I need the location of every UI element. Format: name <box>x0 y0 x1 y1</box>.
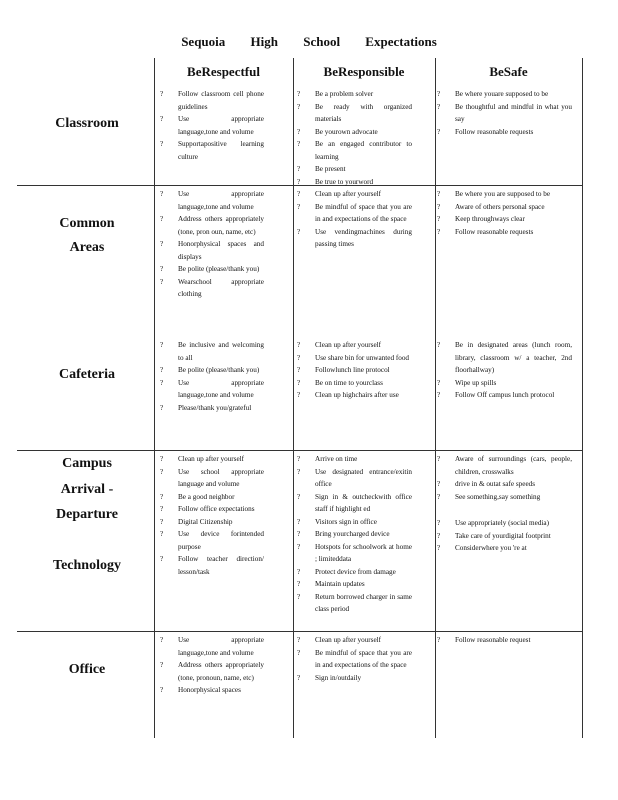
list-item: ? Arrive on time <box>297 453 412 466</box>
list-item: ? Follow office expectations <box>160 503 264 516</box>
cell-office-respectful <box>160 634 264 697</box>
list-item: ? Be in designated areas (lunch room, library, classroom w/ a teacher, 2nd floorhallway) <box>437 339 572 377</box>
row-label-classroom <box>17 112 157 136</box>
list-item: ? See something,say something <box>437 491 572 504</box>
list-item: ? Keep throughways clear <box>437 213 572 226</box>
list-item: ? Return borrowed charger in same class period <box>297 591 412 616</box>
row-label-line: Classroom <box>55 116 119 131</box>
list-item: ? Use device forintended purpose <box>160 528 264 553</box>
row-label-cafeteria <box>17 363 157 387</box>
header-respectful: BeRespectful <box>187 64 260 79</box>
list-item: ? Be present <box>297 163 412 176</box>
list-item: ? Please/thank you/grateful <box>160 402 264 415</box>
column-divider <box>582 58 583 738</box>
cell-cafeteria-safe <box>437 339 572 402</box>
cell-office-safe <box>437 634 572 647</box>
column-divider <box>154 58 155 738</box>
list-item: ? Hotspots for schoolwork at home ; limiteddata <box>297 541 412 566</box>
list-item: ? Protect device from damage <box>297 566 412 579</box>
list-item: ? Honorphysical spaces and displays <box>160 238 264 263</box>
list-item: ? Aware of others personal space <box>437 201 572 214</box>
list-item: ? Be where youare supposed to be <box>437 88 572 101</box>
list-item: ? Be polite (please/thank you) <box>160 364 264 377</box>
list-item: ? Follow classroom cell phone guidelines <box>160 88 264 113</box>
list-item: ? Wipe up spills <box>437 377 572 390</box>
list-item: ? Use appropriate language,tone and volume <box>160 188 264 213</box>
list-item: ? Wearschool appropriate clothing <box>160 276 264 301</box>
cell-common-areas-respectful <box>160 188 264 301</box>
cell-classroom-responsible <box>297 88 412 188</box>
list-item: ? Be mindful of space that you are in and expectations of the space <box>297 201 412 226</box>
list-item: ? Clean up after yourself <box>297 188 412 201</box>
list-item: ? Follow reasonable requests <box>437 126 572 139</box>
list-item: ? Follow reasonable request <box>437 634 572 647</box>
list-item: ? Aware of surroundings (cars, people, children, crosswalks <box>437 453 572 478</box>
list-item: ? Follow Off campus lunch protocol <box>437 389 572 402</box>
list-item: ? Honorphysical spaces <box>160 684 264 697</box>
list-item: ? Sign in/outdaily <box>297 672 412 685</box>
column-divider <box>435 58 436 738</box>
list-item: ? Maintain updates <box>297 578 412 591</box>
list-item: ? Use vendingmachines during passing times <box>297 226 412 251</box>
row-label-line: Campus <box>62 456 112 471</box>
list-item: ? Be on time to yourclass <box>297 377 412 390</box>
list-item: ? Be a good neighbor <box>160 491 264 504</box>
list-item: ? Clean up after yourself <box>297 634 412 647</box>
list-item: ? Use designated entrance/exitin office <box>297 466 412 491</box>
cell-classroom-respectful <box>160 88 264 163</box>
list-item: ? Use appropriate language,tone and volume <box>160 377 264 402</box>
list-item: ? Be ready with organized materials <box>297 101 412 126</box>
list-item: ? Be inclusive and welcoming to all <box>160 339 264 364</box>
list-item: ? Be a problem solver <box>297 88 412 101</box>
row-label-line: Cafeteria <box>59 367 115 382</box>
cell-office-responsible <box>297 634 412 684</box>
list-item: ? Clean up after yourself <box>297 339 412 352</box>
list-item: ? Use appropriately (social media) <box>437 517 572 530</box>
list-item: ? Be true to yourword <box>297 176 412 189</box>
list-item: ? Clean up highchairs after use <box>297 389 412 402</box>
row-divider <box>17 631 582 632</box>
list-item: ? Follow reasonable requests <box>437 226 572 239</box>
row-label-line: Arrival - <box>60 481 114 497</box>
list-item: ? Considerwhere you 're at <box>437 542 572 555</box>
header-safe: BeSafe <box>489 64 528 79</box>
list-item: ? Clean up after yourself <box>160 453 264 466</box>
list-item: ? Be thoughtful and mindful in what you say <box>437 101 572 126</box>
cell-cafeteria-respectful <box>160 339 264 414</box>
list-item: ? Be an engaged contributor to learning <box>297 138 412 163</box>
list-item: ? Be mindful of space that you are in and expectations of the space <box>297 647 412 672</box>
list-item: ? Use appropriate language,tone and volume <box>160 634 264 659</box>
cell-common-areas-safe <box>437 188 572 238</box>
list-item: ? Use school appropriate language and volume <box>160 466 264 491</box>
expectations-table <box>17 58 582 738</box>
list-item: ? Use share bin for unwanted food <box>297 352 412 365</box>
list-item: ? Use appropriate language,tone and volume <box>160 113 264 138</box>
list-item: ? Bring yourcharged device <box>297 528 412 541</box>
list-item: ? Be yourown advocate <box>297 126 412 139</box>
row-label-line: Common <box>59 216 115 231</box>
list-item: ? Supportapositive learning culture <box>160 138 264 163</box>
list-item: ? Address others appropriately (tone, pron oun, name, etc) <box>160 213 264 238</box>
cell-cafeteria-responsible <box>297 339 412 402</box>
list-item: ? Be where you are supposed to be <box>437 188 572 201</box>
row-label-campus-technology <box>17 451 157 579</box>
list-item: ? Followlunch line protocol <box>297 364 412 377</box>
row-label-common-areas <box>17 212 157 260</box>
list-item: ? Take care of yourdigital footprint <box>437 530 572 543</box>
list-item: ? Be polite (please/thank you) <box>160 263 264 276</box>
page-title: Sequoia High School Expectations <box>181 34 437 49</box>
row-label-line: Office <box>68 662 106 677</box>
list-item: ? Visitors sign in office <box>297 516 412 529</box>
cell-common-areas-responsible <box>297 188 412 251</box>
row-label-line: Technology <box>53 558 121 573</box>
list-item: ? Sign in & outcheckwith office staff if highlight ed <box>297 491 412 516</box>
cell-campus-safe <box>437 453 572 555</box>
cell-campus-respectful <box>160 453 264 578</box>
cell-classroom-safe <box>437 88 572 138</box>
row-label-line: Departure <box>56 507 118 522</box>
cell-campus-responsible <box>297 453 412 616</box>
list-item: ? Digital Citizenship <box>160 516 264 529</box>
list-item: ? Address others appropriately (tone, pronoun, name, etc) <box>160 659 264 684</box>
row-label-line <box>17 528 157 554</box>
row-label-office <box>17 658 157 682</box>
column-divider <box>293 58 294 738</box>
header-responsible: BeResponsible <box>323 64 405 79</box>
list-item: ? Follow teacher direction/ lesson/task <box>160 553 264 578</box>
row-label-line: Areas <box>69 240 105 255</box>
list-item: ? drive in & outat safe speeds <box>437 478 572 491</box>
